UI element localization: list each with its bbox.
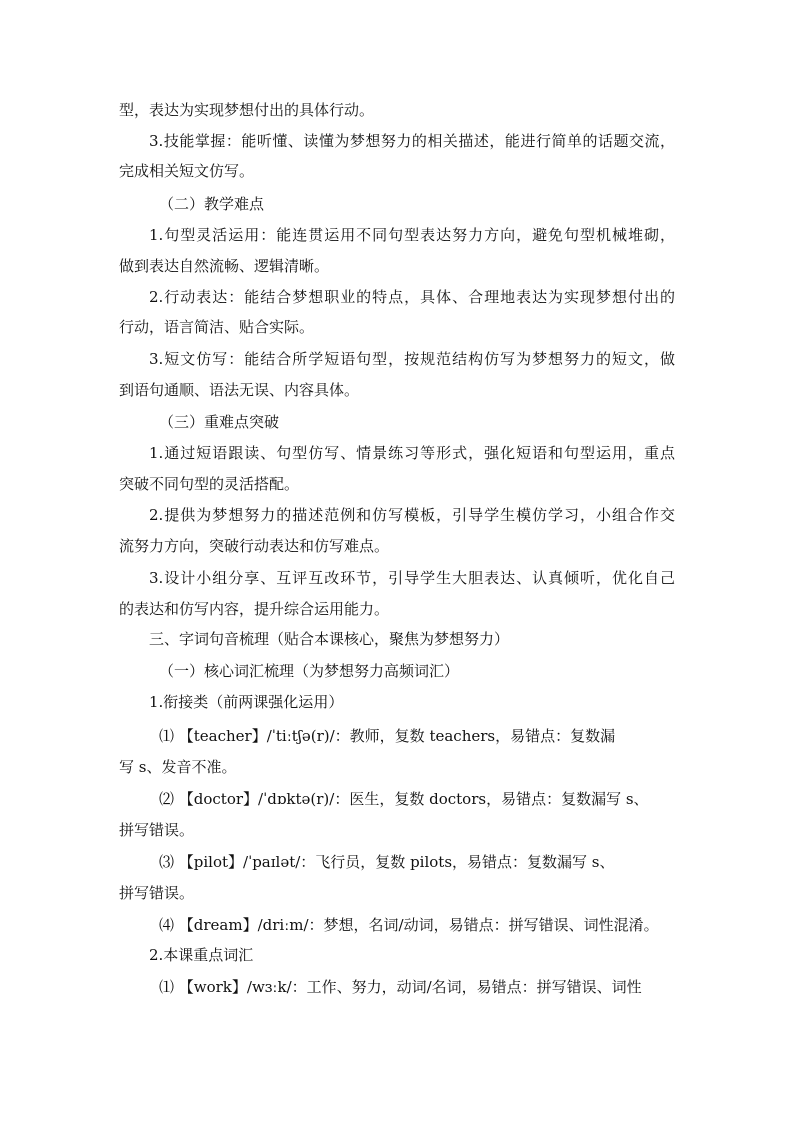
text-line: 写 s、发音不准。 xyxy=(119,758,237,776)
vocab-entry: ⑴ 【teacher】/ˈtiːtʃə(r)/：教师，复数 teachers，易错点：复数漏 xyxy=(159,727,616,745)
text-line: 到语句通顺、语法无误、内容具体。 xyxy=(119,381,360,399)
vocab-entry: ⑴ 【work】/wɜːk/：工作、努力，动词/名词，易错点：拼写错误、词性 xyxy=(159,978,642,996)
section-heading: 三、字词句音梳理（贴合本课核心，聚焦为梦想努力） xyxy=(149,630,510,648)
vocab-entry: ⑵ 【doctor】/ˈdɒktə(r)/：医生，复数 doctors，易错点：复数漏写 s、 xyxy=(159,790,649,808)
subsection-heading: 2.本课重点词汇 xyxy=(149,946,254,964)
text-line: 的表达和仿写内容，提升综合运用能力。 xyxy=(119,600,390,618)
text-line: 3.设计小组分享、互评互改环节，引导学生大胆表达、认真倾听，优化自己 xyxy=(149,569,675,587)
vocab-entry: ⑷ 【dream】/driːm/：梦想，名词/动词，易错点：拼写错误、词性混淆。 xyxy=(159,916,659,934)
text-line: 1.通过短语跟读、句型仿写、情景练习等形式，强化短语和句型运用，重点 xyxy=(149,444,675,462)
text-line: 流努力方向，突破行动表达和仿写难点。 xyxy=(119,537,390,555)
text-line: 2.行动表达：能结合梦想职业的特点，具体、合理地表达为实现梦想付出的 xyxy=(149,288,675,306)
text-line: 1.句型灵活运用：能连贯运用不同句型表达努力方向，避免句型机械堆砌， xyxy=(149,226,675,244)
text-line: 做到表达自然流畅、逻辑清晰。 xyxy=(119,257,330,275)
text-line: 突破不同句型的灵活搭配。 xyxy=(119,475,300,493)
text-line: 拼写错误。 xyxy=(119,821,195,839)
subsection-heading: 1.衔接类（前两课强化运用） xyxy=(149,693,344,711)
text-line: 3.技能掌握：能听懂、读懂为梦想努力的相关描述，能进行简单的话题交流， xyxy=(149,132,675,150)
text-line: 拼写错误。 xyxy=(119,884,195,902)
text-line: 2.提供为梦想努力的描述范例和仿写模板，引导学生模仿学习，小组合作交 xyxy=(149,506,675,524)
text-line: 3.短文仿写：能结合所学短语句型，按规范结构仿写为梦想努力的短文，做 xyxy=(149,350,675,368)
vocab-entry: ⑶ 【pilot】/ˈpaɪlət/：飞行员，复数 pilots，易错点：复数漏写 s、 xyxy=(159,853,615,871)
text-line: 行动，语言简洁、贴合实际。 xyxy=(119,318,315,336)
section-heading: （一）核心词汇梳理（为梦想努力高频词汇） xyxy=(159,662,460,680)
section-heading: （二）教学难点 xyxy=(159,195,265,213)
text-line: 型，表达为实现梦想付出的具体行动。 xyxy=(119,101,375,119)
section-heading: （三）重难点突破 xyxy=(159,413,280,431)
text-line: 完成相关短文仿写。 xyxy=(119,162,255,180)
